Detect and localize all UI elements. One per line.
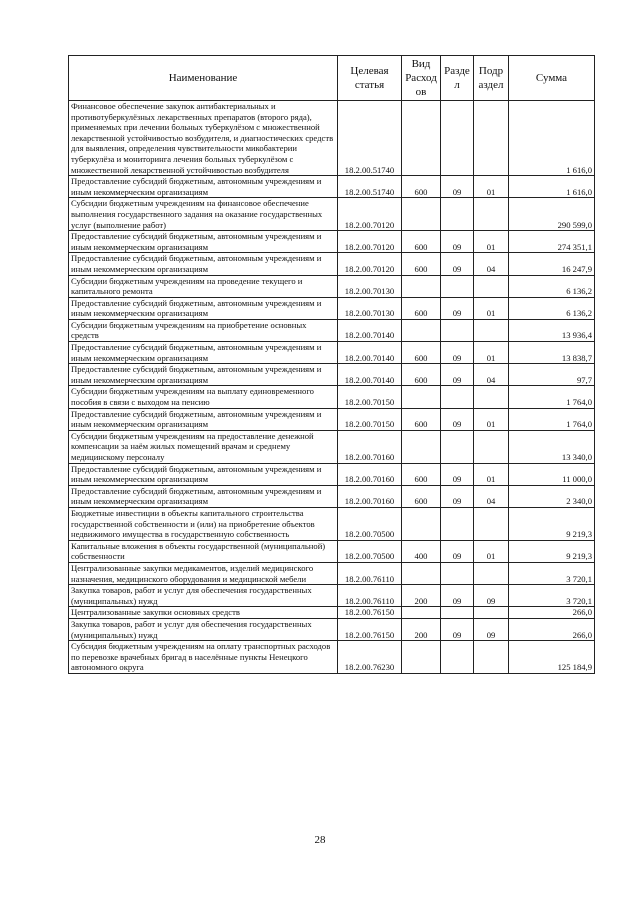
row-target-code: 18.2.00.70160 bbox=[338, 485, 402, 507]
header-sum: Сумма bbox=[509, 56, 595, 101]
header-subsection: Подр аздел bbox=[474, 56, 509, 101]
row-sum: 97,7 bbox=[509, 364, 595, 386]
table-row bbox=[69, 101, 595, 176]
row-sum: 1 616,0 bbox=[509, 176, 595, 198]
table-row bbox=[69, 607, 595, 619]
row-subsection: 09 bbox=[474, 585, 509, 607]
row-target-code: 18.2.00.76110 bbox=[338, 585, 402, 607]
row-expense-type: 600 bbox=[402, 297, 441, 319]
row-name: Субсидия бюджетным учреждениям на оплату транспортных расходов по перевозке врачебных бригад в населённые пункты Ненецкого автономного округа bbox=[69, 641, 338, 674]
row-subsection bbox=[474, 430, 509, 463]
row-target-code: 18.2.00.70130 bbox=[338, 297, 402, 319]
header-section: Разде л bbox=[441, 56, 474, 101]
row-target-code: 18.2.00.76230 bbox=[338, 641, 402, 674]
table-row bbox=[69, 485, 595, 507]
table-body bbox=[69, 101, 595, 674]
row-section bbox=[441, 198, 474, 231]
row-subsection bbox=[474, 507, 509, 540]
row-name: Предоставление субсидий бюджетным, автономным учреждениям и иным некоммерческим организациям bbox=[69, 364, 338, 386]
row-name: Капитальные вложения в объекты государственной (муниципальной) собственности bbox=[69, 540, 338, 562]
table-row bbox=[69, 562, 595, 584]
row-sum: 2 340,0 bbox=[509, 485, 595, 507]
row-target-code: 18.2.00.51740 bbox=[338, 176, 402, 198]
row-name: Централизованные закупки основных средств bbox=[69, 607, 338, 619]
row-sum: 1 764,0 bbox=[509, 386, 595, 408]
row-section bbox=[441, 319, 474, 341]
row-expense-type: 600 bbox=[402, 253, 441, 275]
row-section bbox=[441, 430, 474, 463]
row-expense-type bbox=[402, 198, 441, 231]
row-target-code: 18.2.00.70500 bbox=[338, 507, 402, 540]
row-expense-type bbox=[402, 101, 441, 176]
row-expense-type bbox=[402, 562, 441, 584]
row-name: Предоставление субсидий бюджетным, автономным учреждениям и иным некоммерческим организациям bbox=[69, 176, 338, 198]
row-section bbox=[441, 641, 474, 674]
row-target-code: 18.2.00.70160 bbox=[338, 430, 402, 463]
row-expense-type bbox=[402, 607, 441, 619]
row-target-code: 18.2.00.70150 bbox=[338, 386, 402, 408]
row-sum: 266,0 bbox=[509, 618, 595, 640]
row-section: 09 bbox=[441, 463, 474, 485]
row-name: Субсидии бюджетным учреждениям на выплату единовременного пособия в связи с выходом на пенсию bbox=[69, 386, 338, 408]
row-name: Предоставление субсидий бюджетным, автономным учреждениям и иным некоммерческим организациям bbox=[69, 342, 338, 364]
row-section bbox=[441, 101, 474, 176]
row-sum: 3 720,1 bbox=[509, 562, 595, 584]
table-row bbox=[69, 585, 595, 607]
row-section: 09 bbox=[441, 342, 474, 364]
row-subsection: 01 bbox=[474, 297, 509, 319]
row-subsection: 04 bbox=[474, 253, 509, 275]
row-subsection: 01 bbox=[474, 231, 509, 253]
table-header-row bbox=[69, 56, 595, 101]
row-sum: 125 184,9 bbox=[509, 641, 595, 674]
row-expense-type bbox=[402, 319, 441, 341]
row-subsection: 01 bbox=[474, 540, 509, 562]
row-subsection bbox=[474, 319, 509, 341]
row-subsection bbox=[474, 275, 509, 297]
row-subsection: 01 bbox=[474, 176, 509, 198]
row-section: 09 bbox=[441, 297, 474, 319]
table-row bbox=[69, 540, 595, 562]
row-sum: 1 616,0 bbox=[509, 101, 595, 176]
row-subsection: 01 bbox=[474, 463, 509, 485]
row-target-code: 18.2.00.70150 bbox=[338, 408, 402, 430]
row-name: Предоставление субсидий бюджетным, автономным учреждениям и иным некоммерческим организациям bbox=[69, 231, 338, 253]
row-name: Закупка товаров, работ и услуг для обеспечения государственных (муниципальных) нужд bbox=[69, 618, 338, 640]
row-section: 09 bbox=[441, 253, 474, 275]
table-row bbox=[69, 408, 595, 430]
row-target-code: 18.2.00.70130 bbox=[338, 275, 402, 297]
row-section: 09 bbox=[441, 585, 474, 607]
header-name: Наименование bbox=[69, 56, 338, 101]
row-subsection: 09 bbox=[474, 618, 509, 640]
table-row bbox=[69, 253, 595, 275]
row-expense-type bbox=[402, 641, 441, 674]
row-name: Финансовое обеспечение закупок антибактериальных и противотуберкулёзных лекарственных препаратов (второго ряда), применяемых при лечении больных туберкулёзом с множественной лекарственной устойчивостью возбудителя, и диагностических средств для выявления, определения чувствительности микобактерии туберкулёза и мониторинга лечения больных туберкулёзом с множественной лекарственной устойчивостью возбудителя bbox=[69, 101, 338, 176]
row-name: Предоставление субсидий бюджетным, автономным учреждениям и иным некоммерческим организациям bbox=[69, 408, 338, 430]
row-expense-type: 600 bbox=[402, 463, 441, 485]
row-sum: 16 247,9 bbox=[509, 253, 595, 275]
table-row bbox=[69, 198, 595, 231]
row-sum: 290 599,0 bbox=[509, 198, 595, 231]
row-name: Предоставление субсидий бюджетным, автономным учреждениям и иным некоммерческим организациям bbox=[69, 485, 338, 507]
page-number: 28 bbox=[314, 834, 326, 846]
row-target-code: 18.2.00.51740 bbox=[338, 101, 402, 176]
row-name: Субсидии бюджетным учреждениям на финансовое обеспечение выполнения государственного задания на оказание государственных услуг (выполнение работ) bbox=[69, 198, 338, 231]
row-name: Закупка товаров, работ и услуг для обеспечения государственных (муниципальных) нужд bbox=[69, 585, 338, 607]
row-expense-type bbox=[402, 386, 441, 408]
row-expense-type: 600 bbox=[402, 408, 441, 430]
row-target-code: 18.2.00.70120 bbox=[338, 253, 402, 275]
row-expense-type: 200 bbox=[402, 618, 441, 640]
table-row bbox=[69, 364, 595, 386]
row-subsection bbox=[474, 198, 509, 231]
row-target-code: 18.2.00.70140 bbox=[338, 342, 402, 364]
row-name: Бюджетные инвестиции в объекты капитального строительства государственной собственности и (или) на приобретение объектов недвижимого имущества в государственную собственность bbox=[69, 507, 338, 540]
row-expense-type: 600 bbox=[402, 342, 441, 364]
row-section bbox=[441, 275, 474, 297]
table-row bbox=[69, 342, 595, 364]
row-section: 09 bbox=[441, 485, 474, 507]
row-sum: 1 764,0 bbox=[509, 408, 595, 430]
row-sum: 13 838,7 bbox=[509, 342, 595, 364]
budget-table bbox=[68, 55, 595, 674]
document-page bbox=[68, 55, 594, 674]
table-row bbox=[69, 507, 595, 540]
row-sum: 274 351,1 bbox=[509, 231, 595, 253]
row-target-code: 18.2.00.70120 bbox=[338, 198, 402, 231]
row-subsection bbox=[474, 386, 509, 408]
row-expense-type: 200 bbox=[402, 585, 441, 607]
header-target: Целевая статья bbox=[338, 56, 402, 101]
row-section bbox=[441, 607, 474, 619]
row-subsection: 04 bbox=[474, 485, 509, 507]
row-section bbox=[441, 562, 474, 584]
row-target-code: 18.2.00.70120 bbox=[338, 231, 402, 253]
row-subsection bbox=[474, 101, 509, 176]
row-name: Централизованные закупки медикаментов, изделий медицинского назначения, медицинского оборудования и медицинской мебели bbox=[69, 562, 338, 584]
row-target-code: 18.2.00.70500 bbox=[338, 540, 402, 562]
row-section: 09 bbox=[441, 176, 474, 198]
row-expense-type: 600 bbox=[402, 364, 441, 386]
row-target-code: 18.2.00.70160 bbox=[338, 463, 402, 485]
row-section: 09 bbox=[441, 364, 474, 386]
row-expense-type bbox=[402, 275, 441, 297]
row-expense-type: 600 bbox=[402, 485, 441, 507]
row-sum: 266,0 bbox=[509, 607, 595, 619]
row-sum: 9 219,3 bbox=[509, 507, 595, 540]
row-target-code: 18.2.00.70140 bbox=[338, 364, 402, 386]
header-type: Вид Расход ов bbox=[402, 56, 441, 101]
row-expense-type: 600 bbox=[402, 176, 441, 198]
row-subsection: 01 bbox=[474, 408, 509, 430]
table-row bbox=[69, 430, 595, 463]
table-row bbox=[69, 275, 595, 297]
row-section: 09 bbox=[441, 540, 474, 562]
row-section: 09 bbox=[441, 231, 474, 253]
row-target-code: 18.2.00.70140 bbox=[338, 319, 402, 341]
row-section bbox=[441, 507, 474, 540]
row-target-code: 18.2.00.76150 bbox=[338, 607, 402, 619]
row-target-code: 18.2.00.76110 bbox=[338, 562, 402, 584]
row-sum: 11 000,0 bbox=[509, 463, 595, 485]
row-sum: 13 936,4 bbox=[509, 319, 595, 341]
row-sum: 13 340,0 bbox=[509, 430, 595, 463]
row-sum: 6 136,2 bbox=[509, 297, 595, 319]
row-name: Предоставление субсидий бюджетным, автономным учреждениям и иным некоммерческим организациям bbox=[69, 297, 338, 319]
table-row bbox=[69, 463, 595, 485]
row-section: 09 bbox=[441, 618, 474, 640]
row-target-code: 18.2.00.76150 bbox=[338, 618, 402, 640]
table-row bbox=[69, 386, 595, 408]
table-row bbox=[69, 176, 595, 198]
row-subsection: 04 bbox=[474, 364, 509, 386]
row-section bbox=[441, 386, 474, 408]
row-name: Субсидии бюджетным учреждениям на предоставление денежной компенсации за наём жилых помещений врачам и среднему медицинскому персоналу bbox=[69, 430, 338, 463]
row-sum: 6 136,2 bbox=[509, 275, 595, 297]
row-subsection bbox=[474, 607, 509, 619]
table-row bbox=[69, 297, 595, 319]
row-section: 09 bbox=[441, 408, 474, 430]
table-row bbox=[69, 641, 595, 674]
row-name: Субсидии бюджетным учреждениям на проведение текущего и капитального ремонта bbox=[69, 275, 338, 297]
row-name: Предоставление субсидий бюджетным, автономным учреждениям и иным некоммерческим организациям bbox=[69, 253, 338, 275]
table-row bbox=[69, 618, 595, 640]
row-sum: 3 720,1 bbox=[509, 585, 595, 607]
row-name: Предоставление субсидий бюджетным, автономным учреждениям и иным некоммерческим организациям bbox=[69, 463, 338, 485]
row-subsection bbox=[474, 562, 509, 584]
row-name: Субсидии бюджетным учреждениям на приобретение основных средств bbox=[69, 319, 338, 341]
row-expense-type bbox=[402, 507, 441, 540]
row-expense-type: 600 bbox=[402, 231, 441, 253]
table-row bbox=[69, 319, 595, 341]
row-sum: 9 219,3 bbox=[509, 540, 595, 562]
row-expense-type: 400 bbox=[402, 540, 441, 562]
row-subsection bbox=[474, 641, 509, 674]
table-row bbox=[69, 231, 595, 253]
row-expense-type bbox=[402, 430, 441, 463]
row-subsection: 01 bbox=[474, 342, 509, 364]
